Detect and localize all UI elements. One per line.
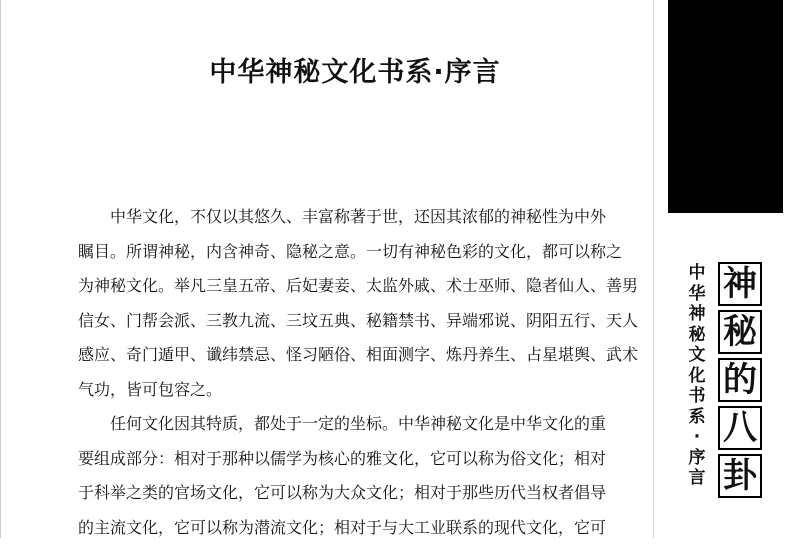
spine-title-char: 的	[718, 358, 762, 402]
spine-title-char: 卦	[718, 454, 762, 498]
text-line: 的主流文化，它可以称为潜流文化；相对于与大工业联系的现代文化，它可	[78, 511, 638, 545]
spine-title-char: 八	[718, 406, 762, 450]
text-line: 要组成部分：相对于那种以儒学为核心的雅文化，它可以称为俗文化；相对	[78, 442, 638, 477]
preface-body	[78, 200, 638, 545]
text-line: 瞩目。所谓神秘，内含神奇、隐秘之意。一切有神秘色彩的文化，都可以称之	[78, 235, 638, 270]
spine-title-char: 秘	[718, 310, 762, 354]
page-edge	[0, 0, 1, 538]
text-line: 感应、奇门遁甲、谶纬禁忌、怪习陋俗、相面测字、炼丹养生、占星堪舆、武术	[78, 338, 638, 373]
text-line: 中华文化，不仅以其悠久、丰富称著于世，还因其浓郁的神秘性为中外	[78, 200, 638, 235]
spine-series-name: 中华神秘文化书系·序言	[686, 263, 708, 538]
page-divider	[653, 0, 654, 538]
text-line: 气功，皆可包容之。	[78, 373, 638, 408]
spine-book-title	[718, 262, 764, 498]
text-line: 信女、门帮会派、三教九流、三坟五典、秘籍禁书、异端邪说、阴阳五行、天人	[78, 304, 638, 339]
cover-black-panel	[668, 0, 783, 213]
text-line: 于科举之类的官场文化，它可以称为大众文化；相对于那些历代当权者倡导	[78, 476, 638, 511]
text-line: 任何文化因其特质，都处于一定的坐标。中华神秘文化是中华文化的重	[78, 407, 638, 442]
spine-title-char: 神	[718, 262, 762, 306]
page-title: 中华神秘文化书系·序言	[150, 50, 560, 89]
text-line: 为神秘文化。举凡三皇五帝、后妃妻妾、太监外戚、术士巫师、隐者仙人、善男	[78, 269, 638, 304]
